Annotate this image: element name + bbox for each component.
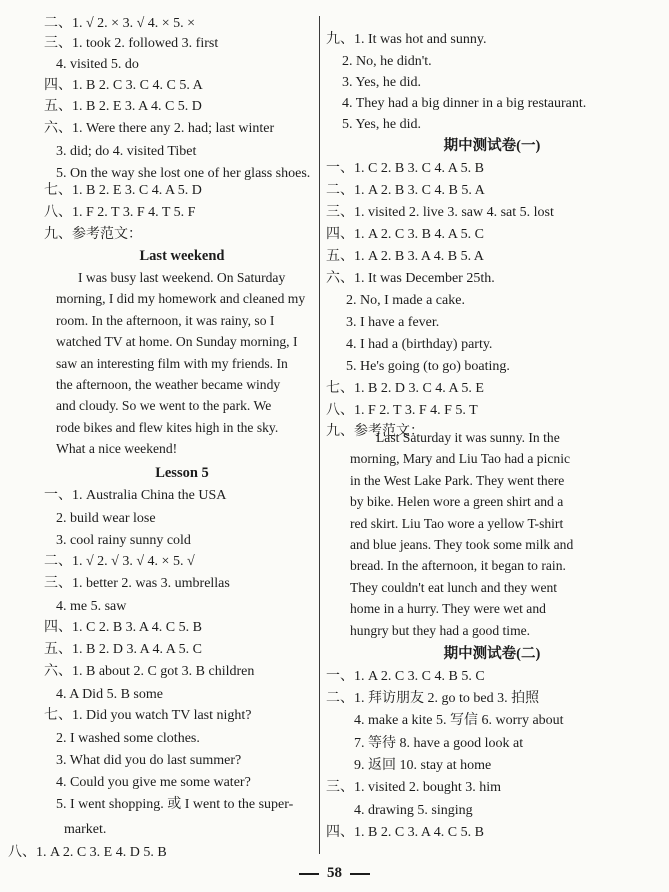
answer-line: 三、1. visited 2. bought 3. him xyxy=(326,780,501,795)
essay-line: They couldn't eat lunch and they went xyxy=(350,579,558,595)
essay-line: by bike. Helen wore a green shirt and a xyxy=(350,494,564,510)
answer-line: 二、1. √ 2. × 3. √ 4. × 5. × xyxy=(44,16,196,31)
answer-line: 3. cool rainy sunny cold xyxy=(56,533,191,548)
section-title: 期中测试卷(二) xyxy=(443,646,541,662)
answer-line: 5. Yes, he did. xyxy=(342,117,421,132)
essay-line: room. In the afternoon, it was rainy, so I xyxy=(56,312,275,328)
answer-line: 9. 返回 10. stay at home xyxy=(354,758,492,773)
answer-line: 4. A Did 5. B some xyxy=(56,687,163,702)
answer-line: 六、1. It was December 25th. xyxy=(326,271,495,286)
essay-line: and blue jeans. They took some milk and xyxy=(350,537,574,553)
answer-line: 2. No, he didn't. xyxy=(342,54,432,69)
answer-line: 4. I had a (birthday) party. xyxy=(346,337,493,352)
essay-line: watched TV at home. On Sunday morning, I xyxy=(56,334,298,350)
column-divider xyxy=(319,16,320,854)
answer-line: 4. Could you give me some water? xyxy=(56,775,251,790)
answer-line: 九、参考范文： xyxy=(326,424,424,439)
answer-line: 2. build wear lose xyxy=(56,511,156,526)
answer-line: 三、1. visited 2. live 3. saw 4. sat 5. lost xyxy=(326,205,554,220)
essay-line: morning, I did my homework and cleaned my xyxy=(56,291,306,307)
page-footer xyxy=(0,865,669,882)
answer-line: 三、1. better 2. was 3. umbrellas xyxy=(44,576,230,591)
section-title: 期中测试卷(一) xyxy=(443,138,541,154)
essay-line: the afternoon, the weather became windy xyxy=(56,377,281,393)
answer-line: 4. visited 5. do xyxy=(56,57,139,72)
answer-line: market. xyxy=(64,822,107,837)
essay-line: and cloudy. So we went to the park. We xyxy=(56,398,272,414)
answer-line: 二、1. 拜访朋友 2. go to bed 3. 拍照 xyxy=(326,691,540,706)
answer-line: 八、1. A 2. C 3. E 4. D 5. B xyxy=(8,845,167,860)
essay-line: Last Saturday it was sunny. In the xyxy=(376,430,560,445)
answer-line: 4. They had a big dinner in a big restaurant. xyxy=(342,96,587,111)
answer-line: 5. On the way she lost one of her glass shoes. xyxy=(56,166,311,181)
answer-line: 七、1. B 2. D 3. C 4. A 5. E xyxy=(326,381,484,396)
essay-line: What a nice weekend! xyxy=(56,441,178,457)
answer-line: 五、1. B 2. E 3. A 4. C 5. D xyxy=(44,99,202,114)
answer-line: 五、1. B 2. D 3. A 4. A 5. C xyxy=(44,642,202,657)
answer-line: 一、1. A 2. C 3. C 4. B 5. C xyxy=(326,669,485,684)
answer-line: 二、1. A 2. B 3. C 4. B 5. A xyxy=(326,183,485,198)
answer-line: 六、1. Were there any 2. had; last winter xyxy=(44,121,275,136)
answer-line: 一、1. Australia China the USA xyxy=(44,488,227,503)
answer-line: 五、1. A 2. B 3. A 4. B 5. A xyxy=(326,249,484,264)
essay-title: Last weekend xyxy=(139,248,225,264)
answer-line: 2. I washed some clothes. xyxy=(56,731,200,746)
essay-line: bread. In the afternoon, it began to rain. xyxy=(350,558,566,574)
answer-line: 5. I went shopping. 或 I went to the super- xyxy=(56,797,294,812)
essay-line: morning, Mary and Liu Tao had a picnic xyxy=(350,451,571,467)
essay-paragraph xyxy=(56,267,314,460)
answer-line: 一、1. C 2. B 3. C 4. A 5. B xyxy=(326,161,484,176)
answer-line: 5. He's going (to go) boating. xyxy=(346,359,510,374)
answer-line: 四、1. B 2. C 3. A 4. C 5. B xyxy=(326,825,484,840)
essay-line: saw an interesting film with my friends. In xyxy=(56,355,288,371)
answer-line: 3. Yes, he did. xyxy=(342,75,421,90)
footer-dash-left xyxy=(299,873,319,875)
answer-line: 四、1. B 2. C 3. C 4. C 5. A xyxy=(44,78,203,93)
answer-line: 八、1. F 2. T 3. F 4. F 5. T xyxy=(326,403,478,418)
answer-line: 九、参考范文： xyxy=(44,227,142,242)
answer-line: 4. drawing 5. singing xyxy=(354,803,473,818)
answer-line: 7. 等待 8. have a good look at xyxy=(354,736,524,751)
answer-line: 九、1. It was hot and sunny. xyxy=(326,32,487,47)
answer-line: 4. me 5. saw xyxy=(56,599,127,614)
essay-line: hungry but they had a good time. xyxy=(350,622,531,638)
page-number: 58 xyxy=(327,865,342,881)
footer-dash-right xyxy=(350,873,370,875)
essay-line: red skirt. Liu Tao wore a yellow T-shirt xyxy=(350,515,564,531)
answer-line: 四、1. C 2. B 3. A 4. C 5. B xyxy=(44,620,202,635)
essay-line: home in a hurry. They were wet and xyxy=(350,601,546,617)
answer-line: 七、1. Did you watch TV last night? xyxy=(44,708,252,723)
essay-line: I was busy last weekend. On Saturday xyxy=(78,270,286,285)
essay-paragraph xyxy=(350,427,650,641)
answer-line: 3. I have a fever. xyxy=(346,315,440,330)
answer-line: 七、1. B 2. E 3. C 4. A 5. D xyxy=(44,183,202,198)
essay-line: rode bikes and flew kites high in the sky. xyxy=(56,419,279,435)
answer-line: 二、1. √ 2. √ 3. √ 4. × 5. √ xyxy=(44,554,195,569)
essay-line: in the West Lake Park. They went there xyxy=(350,472,565,488)
answer-line: 3. did; do 4. visited Tibet xyxy=(56,144,197,159)
answer-line: 六、1. B about 2. C got 3. B children xyxy=(44,664,255,679)
answer-line: 四、1. A 2. C 3. B 4. A 5. C xyxy=(326,227,484,242)
answer-line: 八、1. F 2. T 3. F 4. T 5. F xyxy=(44,205,196,220)
answer-line: 3. What did you do last summer? xyxy=(56,753,242,768)
answer-line: 三、1. took 2. followed 3. first xyxy=(44,36,219,51)
lesson-title: Lesson 5 xyxy=(155,465,209,481)
answer-line: 2. No, I made a cake. xyxy=(346,293,465,308)
answer-line: 4. make a kite 5. 写信 6. worry about xyxy=(354,713,564,728)
